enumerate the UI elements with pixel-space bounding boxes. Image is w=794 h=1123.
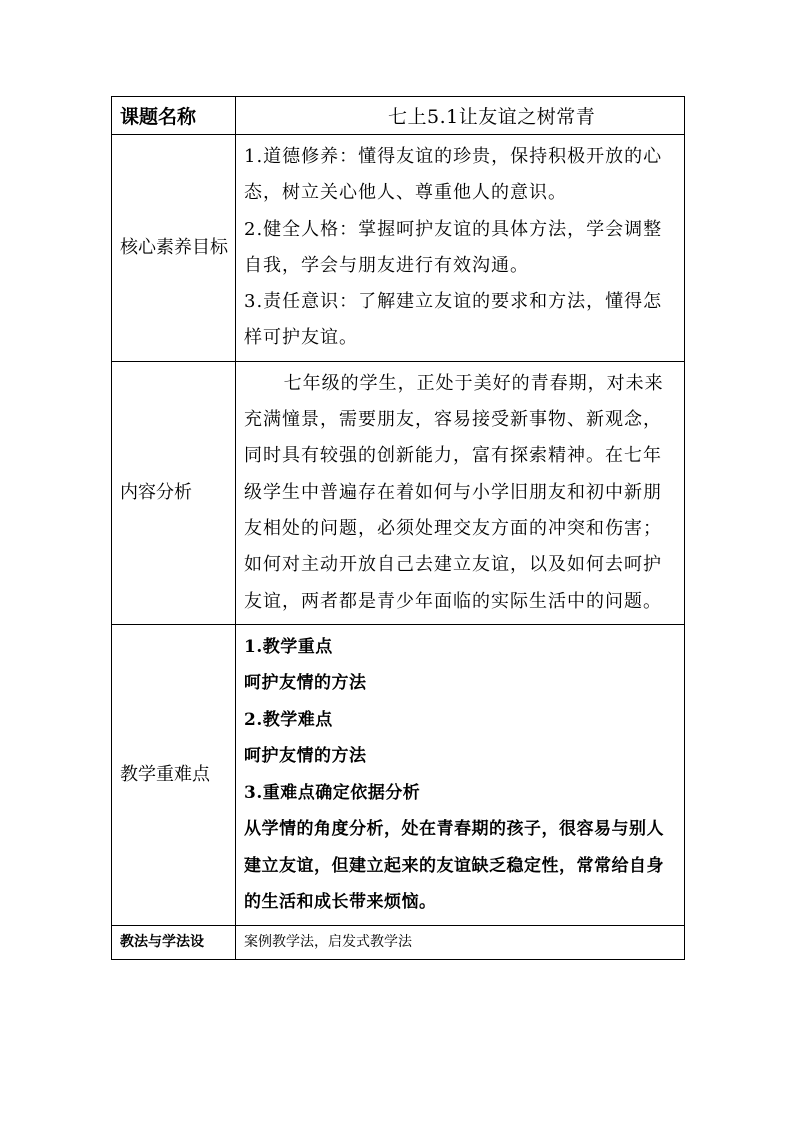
method-content: 案例教学法，启发式教学法 xyxy=(236,925,685,959)
key-point-text-1: 呵护友情的方法 xyxy=(244,673,367,694)
method-row xyxy=(112,925,685,959)
title-row xyxy=(112,97,685,135)
key-points-label: 教学重难点 xyxy=(112,624,236,925)
title-label: 课题名称 xyxy=(112,97,236,135)
content-analysis-label: 内容分析 xyxy=(112,361,236,624)
core-literacy-item-1: 1.道德修养：懂得友谊的珍贵，保持积极开放的心态，树立关心他人、尊重他人的意识。 xyxy=(244,146,663,204)
core-literacy-content xyxy=(236,135,685,362)
core-literacy-item-3: 3.责任意识：了解建立友谊的要求和方法，懂得怎样可护友谊。 xyxy=(244,291,663,349)
content-analysis-content xyxy=(236,361,685,624)
key-point-text-3: 从学情的角度分析，处在青春期的孩子，很容易与别人建立友谊，但建立起来的友谊缺乏稳定性，常常给自身的生活和成长带来烦恼。 xyxy=(244,819,664,913)
lesson-title: 七上5.1让友谊之树常青 xyxy=(236,97,685,135)
key-points-content xyxy=(236,624,685,925)
content-analysis-row xyxy=(112,361,685,624)
key-point-heading-2: 2.教学难点 xyxy=(244,709,333,730)
method-label: 教法与学法设 xyxy=(112,925,236,959)
core-literacy-label: 核心素养目标 xyxy=(112,135,236,362)
key-point-heading-3: 3.重难点确定依据分析 xyxy=(244,782,421,803)
key-points-row xyxy=(112,624,685,925)
key-point-heading-1: 1.教学重点 xyxy=(244,636,333,657)
lesson-plan-table xyxy=(111,96,685,960)
core-literacy-item-2: 2.健全人格：掌握呵护友谊的具体方法，学会调整自我，学会与朋友进行有效沟通。 xyxy=(244,218,663,276)
content-analysis-text: 七年级的学生，正处于美好的青春期，对未来充满憧景，需要朋友，容易接受新事物、新观念，同时具有较强的创新能力，富有探索精神。在七年级学生中普遍存在着如何与小学旧朋友和初中新朋友相处的问题，必须处理交友方面的冲突和伤害；如何对主动开放自己去建立友谊，以及如何去呵护友谊，两者都是青少年面临的实际生活中的问题。 xyxy=(244,372,664,612)
core-literacy-row xyxy=(112,135,685,362)
key-point-text-2: 呵护友情的方法 xyxy=(244,746,367,767)
